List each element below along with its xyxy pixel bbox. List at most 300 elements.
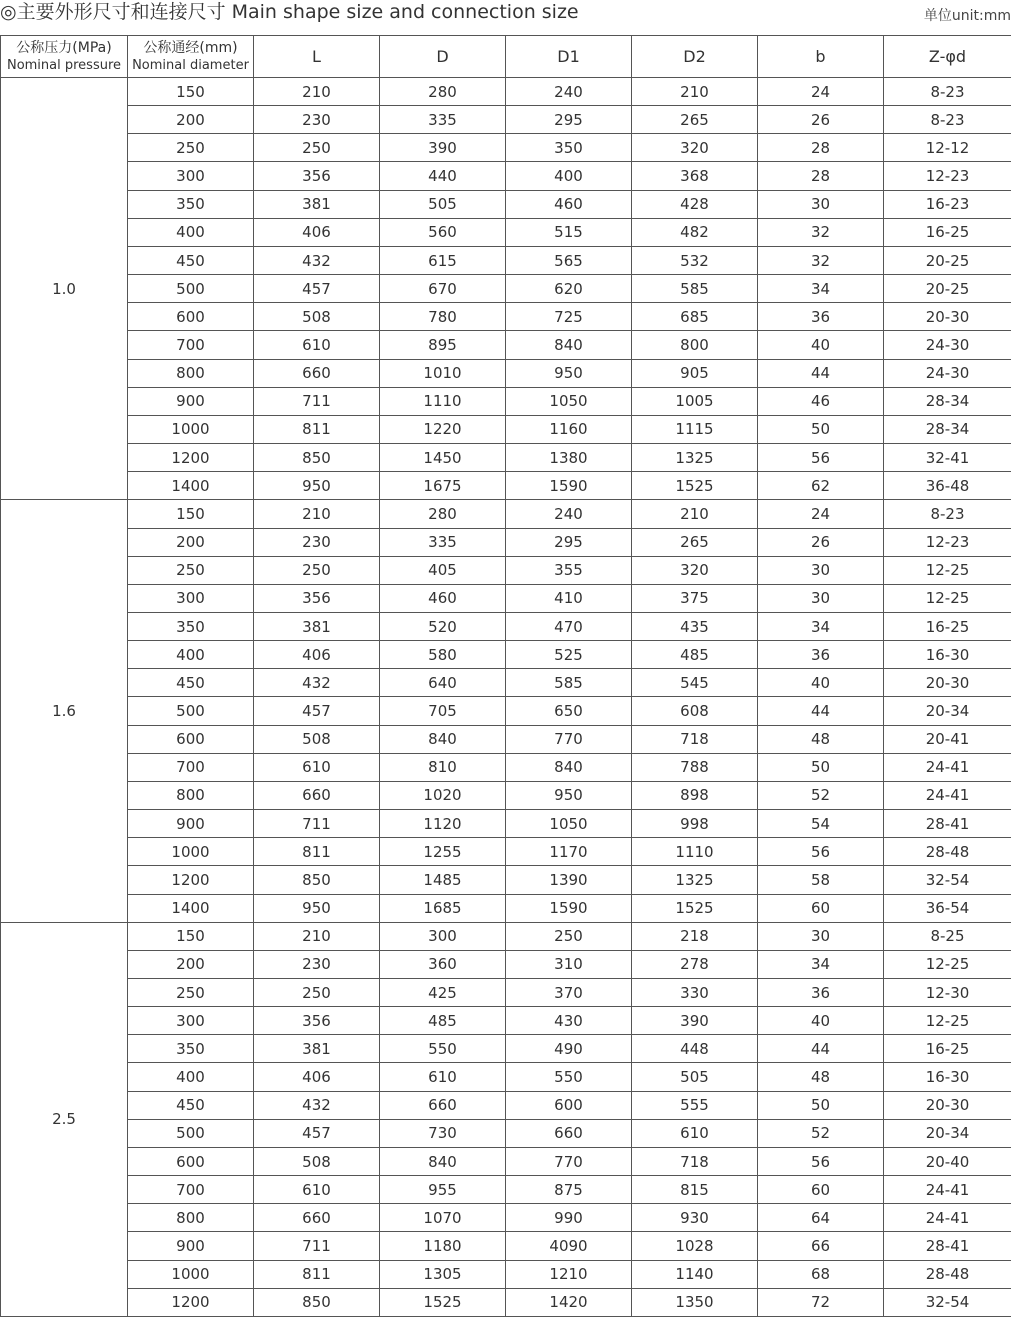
nominal-diameter-cell: 800 (128, 359, 254, 387)
table-row (1, 78, 1011, 106)
table-row (1, 528, 1011, 556)
nominal-diameter-cell: 900 (128, 387, 254, 415)
D-cell: 1675 (380, 472, 506, 500)
table-row (1, 472, 1011, 500)
table-row (1, 697, 1011, 725)
L-cell: 711 (254, 387, 380, 415)
D1-cell: 770 (506, 725, 632, 753)
D1-cell: 950 (506, 781, 632, 809)
L-cell: 660 (254, 1204, 380, 1232)
table-row (1, 331, 1011, 359)
z-phi-d-cell: 20-34 (884, 1119, 1011, 1147)
D-cell: 670 (380, 275, 506, 303)
b-cell: 26 (758, 528, 884, 556)
D-cell: 780 (380, 303, 506, 331)
D1-cell: 650 (506, 697, 632, 725)
nominal-diameter-cell: 300 (128, 162, 254, 190)
D2-cell: 505 (632, 1063, 758, 1091)
L-cell: 660 (254, 359, 380, 387)
b-cell: 52 (758, 781, 884, 809)
D1-cell: 550 (506, 1063, 632, 1091)
D-cell: 1180 (380, 1232, 506, 1260)
L-cell: 356 (254, 584, 380, 612)
nominal-diameter-cell: 450 (128, 246, 254, 274)
L-cell: 210 (254, 500, 380, 528)
L-cell: 356 (254, 162, 380, 190)
D2-cell: 1028 (632, 1232, 758, 1260)
D-cell: 615 (380, 246, 506, 274)
table-row (1, 584, 1011, 612)
b-cell: 36 (758, 641, 884, 669)
D-cell: 1120 (380, 810, 506, 838)
table-row (1, 218, 1011, 246)
L-cell: 711 (254, 1232, 380, 1260)
L-cell: 230 (254, 106, 380, 134)
D-cell: 1685 (380, 894, 506, 922)
table-row (1, 866, 1011, 894)
L-cell: 432 (254, 669, 380, 697)
L-cell: 356 (254, 1007, 380, 1035)
D1-cell: 600 (506, 1091, 632, 1119)
b-cell: 50 (758, 1091, 884, 1119)
z-phi-d-cell: 32-41 (884, 444, 1011, 472)
b-cell: 66 (758, 1232, 884, 1260)
z-phi-d-cell: 12-23 (884, 528, 1011, 556)
D1-cell: 725 (506, 303, 632, 331)
D2-cell: 218 (632, 922, 758, 950)
L-cell: 811 (254, 1260, 380, 1288)
D2-cell: 320 (632, 134, 758, 162)
header-D2: D2 (632, 36, 758, 78)
D2-cell: 278 (632, 950, 758, 978)
z-phi-d-cell: 16-23 (884, 190, 1011, 218)
nominal-diameter-cell: 700 (128, 331, 254, 359)
D-cell: 280 (380, 500, 506, 528)
L-cell: 381 (254, 190, 380, 218)
nominal-diameter-cell: 450 (128, 669, 254, 697)
table-row (1, 556, 1011, 584)
D1-cell: 460 (506, 190, 632, 218)
header-nominal-diameter-cn: 公称通经(mm) (143, 39, 238, 56)
b-cell: 40 (758, 1007, 884, 1035)
table-row (1, 162, 1011, 190)
b-cell: 32 (758, 218, 884, 246)
table-row (1, 1147, 1011, 1175)
z-phi-d-cell: 24-41 (884, 753, 1011, 781)
nominal-diameter-cell: 200 (128, 528, 254, 556)
D2-cell: 435 (632, 612, 758, 640)
D1-cell: 565 (506, 246, 632, 274)
D1-cell: 620 (506, 275, 632, 303)
b-cell: 72 (758, 1288, 884, 1316)
D2-cell: 265 (632, 528, 758, 556)
b-cell: 24 (758, 500, 884, 528)
z-phi-d-cell: 32-54 (884, 866, 1011, 894)
z-phi-d-cell: 12-25 (884, 950, 1011, 978)
D-cell: 360 (380, 950, 506, 978)
L-cell: 406 (254, 218, 380, 246)
b-cell: 50 (758, 753, 884, 781)
L-cell: 508 (254, 725, 380, 753)
nominal-diameter-cell: 400 (128, 641, 254, 669)
D2-cell: 1325 (632, 444, 758, 472)
D-cell: 1450 (380, 444, 506, 472)
nominal-diameter-cell: 700 (128, 1176, 254, 1204)
D2-cell: 1350 (632, 1288, 758, 1316)
table-row (1, 1204, 1011, 1232)
b-cell: 64 (758, 1204, 884, 1232)
nominal-diameter-cell: 500 (128, 697, 254, 725)
L-cell: 508 (254, 303, 380, 331)
table-row (1, 106, 1011, 134)
D1-cell: 240 (506, 78, 632, 106)
table-row (1, 781, 1011, 809)
table-row (1, 190, 1011, 218)
D-cell: 440 (380, 162, 506, 190)
D1-cell: 1160 (506, 415, 632, 443)
nominal-diameter-cell: 350 (128, 612, 254, 640)
D-cell: 840 (380, 725, 506, 753)
D-cell: 705 (380, 697, 506, 725)
b-cell: 26 (758, 106, 884, 134)
D-cell: 1255 (380, 838, 506, 866)
D2-cell: 368 (632, 162, 758, 190)
nominal-diameter-cell: 600 (128, 1147, 254, 1175)
z-phi-d-cell: 24-41 (884, 1204, 1011, 1232)
table-row (1, 359, 1011, 387)
nominal-diameter-cell: 900 (128, 810, 254, 838)
D-cell: 1305 (380, 1260, 506, 1288)
table-row (1, 641, 1011, 669)
table-row (1, 838, 1011, 866)
D-cell: 1485 (380, 866, 506, 894)
D2-cell: 532 (632, 246, 758, 274)
b-cell: 30 (758, 922, 884, 950)
nominal-diameter-cell: 150 (128, 500, 254, 528)
z-phi-d-cell: 8-23 (884, 78, 1011, 106)
table-row (1, 1091, 1011, 1119)
nominal-diameter-cell: 250 (128, 134, 254, 162)
header-nominal-pressure-en: Nominal pressure (6, 57, 122, 73)
D1-cell: 1380 (506, 444, 632, 472)
D1-cell: 840 (506, 753, 632, 781)
D2-cell: 1525 (632, 894, 758, 922)
b-cell: 60 (758, 1176, 884, 1204)
header-D1: D1 (506, 36, 632, 78)
D-cell: 580 (380, 641, 506, 669)
D-cell: 840 (380, 1147, 506, 1175)
D2-cell: 330 (632, 979, 758, 1007)
nominal-diameter-cell: 250 (128, 979, 254, 1007)
table-row (1, 922, 1011, 950)
D1-cell: 410 (506, 584, 632, 612)
L-cell: 457 (254, 697, 380, 725)
L-cell: 381 (254, 612, 380, 640)
b-cell: 56 (758, 838, 884, 866)
nominal-diameter-cell: 200 (128, 950, 254, 978)
nominal-diameter-cell: 350 (128, 190, 254, 218)
D2-cell: 1115 (632, 415, 758, 443)
D2-cell: 1140 (632, 1260, 758, 1288)
D2-cell: 788 (632, 753, 758, 781)
table-row (1, 1035, 1011, 1063)
table-header-row (1, 36, 1011, 78)
z-phi-d-cell: 28-34 (884, 387, 1011, 415)
z-phi-d-cell: 28-48 (884, 838, 1011, 866)
b-cell: 44 (758, 697, 884, 725)
b-cell: 40 (758, 331, 884, 359)
D-cell: 1110 (380, 387, 506, 415)
b-cell: 34 (758, 612, 884, 640)
z-phi-d-cell: 20-30 (884, 303, 1011, 331)
b-cell: 36 (758, 979, 884, 1007)
D-cell: 1525 (380, 1288, 506, 1316)
nominal-diameter-cell: 250 (128, 556, 254, 584)
z-phi-d-cell: 12-12 (884, 134, 1011, 162)
D1-cell: 295 (506, 528, 632, 556)
D1-cell: 1050 (506, 387, 632, 415)
D-cell: 505 (380, 190, 506, 218)
D2-cell: 545 (632, 669, 758, 697)
z-phi-d-cell: 20-34 (884, 697, 1011, 725)
table-row (1, 275, 1011, 303)
table-row (1, 1288, 1011, 1316)
b-cell: 40 (758, 669, 884, 697)
nominal-diameter-cell: 600 (128, 725, 254, 753)
b-cell: 28 (758, 162, 884, 190)
nominal-diameter-cell: 450 (128, 1091, 254, 1119)
nominal-diameter-cell: 400 (128, 1063, 254, 1091)
nominal-pressure-cell: 1.6 (1, 500, 128, 922)
z-phi-d-cell: 20-25 (884, 275, 1011, 303)
D-cell: 520 (380, 612, 506, 640)
z-phi-d-cell: 20-30 (884, 1091, 1011, 1119)
nominal-diameter-cell: 300 (128, 1007, 254, 1035)
D-cell: 300 (380, 922, 506, 950)
nominal-diameter-cell: 500 (128, 275, 254, 303)
nominal-diameter-cell: 800 (128, 1204, 254, 1232)
D2-cell: 905 (632, 359, 758, 387)
D2-cell: 685 (632, 303, 758, 331)
z-phi-d-cell: 28-48 (884, 1260, 1011, 1288)
L-cell: 457 (254, 275, 380, 303)
L-cell: 250 (254, 556, 380, 584)
D2-cell: 718 (632, 725, 758, 753)
z-phi-d-cell: 16-25 (884, 1035, 1011, 1063)
D2-cell: 375 (632, 584, 758, 612)
nominal-diameter-cell: 1200 (128, 1288, 254, 1316)
D-cell: 280 (380, 78, 506, 106)
D-cell: 335 (380, 528, 506, 556)
D1-cell: 1050 (506, 810, 632, 838)
D1-cell: 355 (506, 556, 632, 584)
b-cell: 36 (758, 303, 884, 331)
b-cell: 28 (758, 134, 884, 162)
table-row (1, 500, 1011, 528)
z-phi-d-cell: 24-41 (884, 781, 1011, 809)
z-phi-d-cell: 12-23 (884, 162, 1011, 190)
D1-cell: 1590 (506, 472, 632, 500)
unit-label: 单位unit:mm (923, 8, 1011, 24)
header-nominal-pressure-cn: 公称压力(MPa) (16, 39, 112, 56)
D2-cell: 265 (632, 106, 758, 134)
z-phi-d-cell: 8-23 (884, 106, 1011, 134)
D-cell: 485 (380, 1007, 506, 1035)
table-row (1, 669, 1011, 697)
D-cell: 405 (380, 556, 506, 584)
D1-cell: 585 (506, 669, 632, 697)
D-cell: 390 (380, 134, 506, 162)
D-cell: 610 (380, 1063, 506, 1091)
b-cell: 52 (758, 1119, 884, 1147)
z-phi-d-cell: 20-41 (884, 725, 1011, 753)
D1-cell: 770 (506, 1147, 632, 1175)
D1-cell: 1210 (506, 1260, 632, 1288)
D1-cell: 1590 (506, 894, 632, 922)
D-cell: 1010 (380, 359, 506, 387)
nominal-diameter-cell: 150 (128, 78, 254, 106)
D2-cell: 210 (632, 78, 758, 106)
D1-cell: 4090 (506, 1232, 632, 1260)
L-cell: 660 (254, 781, 380, 809)
D-cell: 1070 (380, 1204, 506, 1232)
z-phi-d-cell: 8-25 (884, 922, 1011, 950)
nominal-diameter-cell: 1400 (128, 472, 254, 500)
b-cell: 24 (758, 78, 884, 106)
nominal-diameter-cell: 700 (128, 753, 254, 781)
D2-cell: 930 (632, 1204, 758, 1232)
b-cell: 46 (758, 387, 884, 415)
D1-cell: 660 (506, 1119, 632, 1147)
table-row (1, 894, 1011, 922)
z-phi-d-cell: 24-41 (884, 1176, 1011, 1204)
b-cell: 30 (758, 556, 884, 584)
L-cell: 381 (254, 1035, 380, 1063)
header-nominal-diameter-en: Nominal diameter (132, 57, 249, 73)
L-cell: 230 (254, 950, 380, 978)
b-cell: 62 (758, 472, 884, 500)
D-cell: 1220 (380, 415, 506, 443)
D2-cell: 320 (632, 556, 758, 584)
D2-cell: 485 (632, 641, 758, 669)
D-cell: 730 (380, 1119, 506, 1147)
D2-cell: 210 (632, 500, 758, 528)
table-row (1, 753, 1011, 781)
nominal-diameter-cell: 900 (128, 1232, 254, 1260)
D1-cell: 430 (506, 1007, 632, 1035)
D2-cell: 1005 (632, 387, 758, 415)
b-cell: 68 (758, 1260, 884, 1288)
nominal-diameter-cell: 1000 (128, 415, 254, 443)
z-phi-d-cell: 16-30 (884, 1063, 1011, 1091)
D-cell: 660 (380, 1091, 506, 1119)
z-phi-d-cell: 12-25 (884, 556, 1011, 584)
D1-cell: 840 (506, 331, 632, 359)
D2-cell: 1525 (632, 472, 758, 500)
D2-cell: 815 (632, 1176, 758, 1204)
L-cell: 610 (254, 753, 380, 781)
b-cell: 44 (758, 1035, 884, 1063)
D2-cell: 998 (632, 810, 758, 838)
D2-cell: 898 (632, 781, 758, 809)
b-cell: 44 (758, 359, 884, 387)
nominal-diameter-cell: 200 (128, 106, 254, 134)
header-b: b (758, 36, 884, 78)
D2-cell: 585 (632, 275, 758, 303)
L-cell: 850 (254, 1288, 380, 1316)
table-row (1, 1007, 1011, 1035)
table-row (1, 725, 1011, 753)
D-cell: 560 (380, 218, 506, 246)
L-cell: 210 (254, 922, 380, 950)
nominal-diameter-cell: 300 (128, 584, 254, 612)
table-row (1, 1063, 1011, 1091)
z-phi-d-cell: 24-30 (884, 359, 1011, 387)
D2-cell: 428 (632, 190, 758, 218)
z-phi-d-cell: 28-41 (884, 810, 1011, 838)
L-cell: 457 (254, 1119, 380, 1147)
nominal-diameter-cell: 150 (128, 922, 254, 950)
D2-cell: 800 (632, 331, 758, 359)
dimension-table (0, 35, 1011, 1317)
z-phi-d-cell: 28-41 (884, 1232, 1011, 1260)
D1-cell: 990 (506, 1204, 632, 1232)
table-row (1, 444, 1011, 472)
table-row (1, 979, 1011, 1007)
L-cell: 406 (254, 1063, 380, 1091)
D-cell: 550 (380, 1035, 506, 1063)
L-cell: 406 (254, 641, 380, 669)
D2-cell: 448 (632, 1035, 758, 1063)
D1-cell: 240 (506, 500, 632, 528)
D1-cell: 490 (506, 1035, 632, 1063)
header-nominal-diameter (128, 36, 254, 78)
L-cell: 950 (254, 894, 380, 922)
L-cell: 850 (254, 866, 380, 894)
z-phi-d-cell: 20-25 (884, 246, 1011, 274)
b-cell: 56 (758, 444, 884, 472)
z-phi-d-cell: 16-30 (884, 641, 1011, 669)
nominal-diameter-cell: 400 (128, 218, 254, 246)
D-cell: 810 (380, 753, 506, 781)
table-body (1, 78, 1011, 1317)
table-row (1, 950, 1011, 978)
b-cell: 30 (758, 190, 884, 218)
b-cell: 34 (758, 950, 884, 978)
table-row (1, 415, 1011, 443)
nominal-diameter-cell: 1400 (128, 894, 254, 922)
header-D: D (380, 36, 506, 78)
b-cell: 34 (758, 275, 884, 303)
z-phi-d-cell: 36-54 (884, 894, 1011, 922)
nominal-pressure-cell: 2.5 (1, 922, 128, 1316)
nominal-diameter-cell: 600 (128, 303, 254, 331)
b-cell: 48 (758, 725, 884, 753)
D2-cell: 1325 (632, 866, 758, 894)
b-cell: 58 (758, 866, 884, 894)
D1-cell: 370 (506, 979, 632, 1007)
b-cell: 60 (758, 894, 884, 922)
header-nominal-pressure (1, 36, 128, 78)
z-phi-d-cell: 24-30 (884, 331, 1011, 359)
L-cell: 250 (254, 979, 380, 1007)
z-phi-d-cell: 8-23 (884, 500, 1011, 528)
D2-cell: 608 (632, 697, 758, 725)
page-title: ◎主要外形尺寸和连接尺寸 Main shape size and connection size (0, 1, 579, 23)
L-cell: 811 (254, 838, 380, 866)
L-cell: 950 (254, 472, 380, 500)
z-phi-d-cell: 32-54 (884, 1288, 1011, 1316)
